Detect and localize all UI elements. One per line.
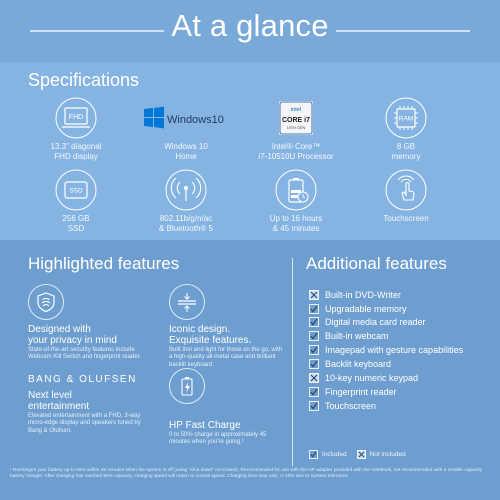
feature-fast-charge-desc: 0 to 50% charge in approximately 45 minutes when you're going.¹ (169, 432, 267, 446)
spec-processor (248, 96, 344, 162)
spec-os-line1: Windows 10 (164, 142, 208, 151)
feature-entertainment-title1: Next level (28, 390, 72, 401)
windows-logo-icon (138, 103, 234, 133)
spec-wireless-line2: & Bluetooth® 5 (159, 224, 213, 233)
not-included-x-icon (357, 450, 366, 459)
spec-memory-line2: memory (391, 152, 421, 161)
spec-storage-line1: 256 GB (62, 214, 90, 223)
section-divider (292, 258, 293, 466)
list-item: Built-in DVD-Writer (309, 288, 499, 301)
spec-touchscreen (358, 168, 454, 224)
feature-design (169, 324, 287, 369)
battery-clock-icon (274, 168, 318, 212)
spec-processor-line1: Intel® Core™ (271, 142, 321, 151)
feature-entertainment (28, 390, 148, 435)
additional-features-list (309, 288, 499, 413)
spec-storage-line2: SSD (67, 224, 85, 233)
included-check-icon (309, 401, 319, 411)
bang-olufsen-logo: BANG & OLUFSEN (28, 374, 137, 385)
page-title: At a glance (171, 8, 329, 43)
checklist-legend (309, 450, 416, 459)
feature-design-desc: Built thin and light for those on the go, with a high-quality all-metal case and brilliant backlit keyboard. (169, 347, 283, 368)
svg-text:10TH GEN: 10TH GEN (286, 126, 306, 130)
svg-text:Windows10: Windows10 (167, 114, 224, 126)
list-item: Imagepad with gesture capabilities (309, 344, 499, 357)
feature-design-title2: Exquisite features. (169, 335, 252, 346)
specifications-title: Specifications (28, 70, 140, 90)
feature-entertainment-desc: Elevated entertainment with a FHD, 3-way micro-edge display and speakers tuned by Bang & Olufsen. (28, 413, 141, 434)
spec-display-line2: FHD display (54, 152, 98, 161)
spec-storage (28, 168, 124, 234)
feature-design-title1: Iconic design. (169, 324, 231, 335)
included-check-icon (309, 345, 319, 355)
svg-text:CORE i7: CORE i7 (281, 117, 311, 124)
header (0, 0, 500, 62)
header-divider-left (30, 30, 164, 32)
ram-chip-icon (384, 96, 428, 140)
feature-fast-charge (169, 420, 287, 447)
features-section (0, 240, 500, 500)
included-check-icon (309, 304, 319, 314)
spec-wireless-line1: 802.11b/g/n/ac (159, 214, 213, 223)
included-check-icon (309, 359, 319, 369)
included-check-icon (309, 387, 319, 397)
feature-privacy (28, 324, 148, 362)
feature-fast-charge-title: HP Fast Charge (169, 420, 241, 431)
spec-battery-line1: Up to 16 hours (269, 214, 323, 223)
feature-privacy-title2: your privacy in mind (28, 335, 117, 346)
spec-os (138, 96, 234, 162)
spec-memory (358, 96, 454, 162)
legend-not-included-label: Not included (369, 451, 406, 458)
feature-privacy-desc: State-of-the-art security features include Webcam Kill Switch and fingerprint reader. (28, 347, 141, 361)
svg-text:RAM: RAM (398, 115, 414, 123)
spec-memory-line1: 8 GB (396, 142, 416, 151)
list-item: 10-key numeric keypad (309, 371, 499, 384)
spec-display (28, 96, 124, 162)
ssd-drive-icon (54, 168, 98, 212)
footnote: ¹ Recharges your battery up to 50% within 45 minutes when the system is off (using "shut down" command). Recommended for use with the HP adapter provided with the notebook, not recommended with a smaller capacity battery charger. After charging has reached 50% capacity, charging speed will return to normal speed. Charging time may vary +/-10% due to System tolerance. (10, 468, 482, 479)
svg-text:FHD: FHD (68, 114, 84, 121)
legend-included-label: Included (322, 451, 347, 458)
spec-battery-line2: & 45 minutes (272, 224, 320, 233)
included-check-icon (309, 331, 319, 341)
included-check-icon (309, 450, 318, 459)
spec-touchscreen-line1: Touchscreen (383, 214, 429, 223)
svg-text:SSD: SSD (69, 187, 83, 195)
list-item: Digital media card reader (309, 316, 499, 329)
specifications-section (0, 62, 500, 240)
header-divider-right (336, 30, 470, 32)
spec-os-line2: Home (175, 152, 197, 161)
list-item: Built-in webcam (309, 330, 499, 343)
included-check-icon (309, 317, 319, 327)
feature-privacy-title1: Designed with (28, 324, 91, 335)
touchscreen-hand-icon (384, 168, 428, 212)
spec-processor-line2: i7-10510U Processor (258, 152, 334, 161)
list-item: Upgradable memory (309, 302, 499, 315)
not-included-x-icon (309, 373, 319, 383)
fhd-display-icon (54, 96, 98, 140)
thin-laptop-icon (169, 284, 205, 320)
list-item: Touchscreen (309, 399, 499, 412)
privacy-shield-icon (28, 284, 64, 320)
list-item: Fingerprint reader (309, 385, 499, 398)
spec-display-line1: 13.3" diagonal (50, 142, 102, 151)
highlighted-features-title: Highlighted features (28, 254, 180, 273)
fast-charge-battery-icon (169, 368, 205, 404)
feature-entertainment-title2: entertainment (28, 401, 90, 412)
spec-battery (248, 168, 344, 234)
additional-features-title: Additional features (306, 254, 447, 273)
intel-core-i7-icon (276, 98, 316, 138)
list-item: Backlit keyboard (309, 357, 499, 370)
wifi-antenna-icon (164, 168, 208, 212)
svg-text:intel: intel (290, 107, 302, 113)
not-included-x-icon (309, 290, 319, 300)
spec-wireless (138, 168, 234, 234)
